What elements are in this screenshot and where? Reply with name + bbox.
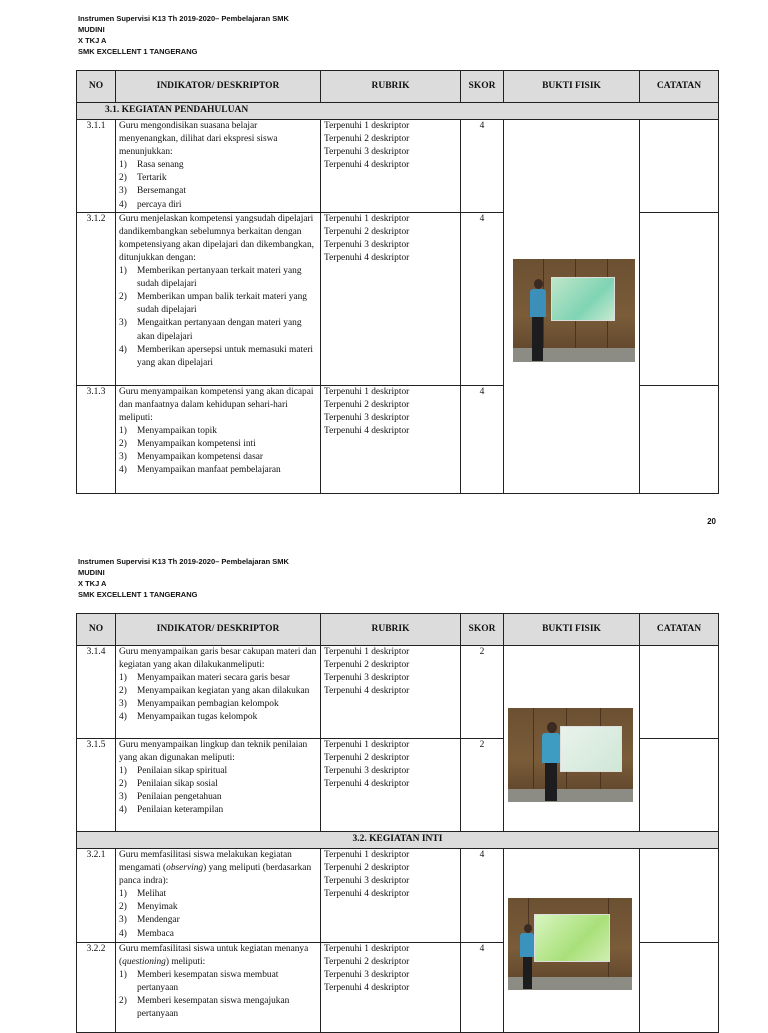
score-cell: 2: [461, 646, 504, 739]
notes-cell: [640, 646, 719, 739]
col-rubrik: RUBRIK: [321, 71, 461, 103]
table-header-row: [77, 71, 719, 103]
row-number: 3.1.5: [77, 739, 116, 832]
rubrik-item: Terpenuhi 3 deskriptor: [324, 970, 410, 981]
classroom-photo: [513, 259, 635, 362]
indikator-cell: [116, 646, 321, 739]
indikator-text: [119, 943, 317, 969]
descriptor-item: Memberikan umpan balik terkait materi yang sudah dipelajari: [137, 292, 307, 316]
rubrik-cell: [321, 212, 461, 385]
rubrik-item: Terpenuhi 1 deskriptor: [324, 740, 410, 750]
rubrik-item: Terpenuhi 4 deskriptor: [324, 779, 410, 790]
rubrik-item: Terpenuhi 4 deskriptor: [324, 160, 410, 171]
row-number: 3.1.3: [77, 385, 116, 493]
indikator-cell: [116, 943, 321, 1033]
descriptor-item: Tertarik: [137, 173, 167, 184]
page-number: 20: [707, 517, 716, 526]
descriptor-item: Penilaian pengetahuan: [137, 792, 222, 803]
descriptor-item: Menyimak: [137, 902, 178, 913]
col-indikator: INDIKATOR/ DESKRIPTOR: [116, 614, 321, 646]
descriptor-item: Menyampaikan topik: [137, 425, 217, 436]
rubrik-cell: [321, 385, 461, 493]
rubrik-item: Terpenuhi 2 deskriptor: [324, 660, 410, 671]
rubrik-item: Terpenuhi 3 deskriptor: [324, 239, 410, 250]
descriptor-item: Bersemangat: [137, 186, 186, 197]
col-no: NO: [77, 614, 116, 646]
rubrik-item: Terpenuhi 4 deskriptor: [324, 889, 410, 900]
header-school: SMK EXCELLENT 1 TANGERANG: [78, 590, 198, 599]
classroom-photo: [508, 898, 632, 990]
col-catatan: CATATAN: [640, 71, 719, 103]
rubrik-item: Terpenuhi 2 deskriptor: [324, 957, 410, 968]
col-no: NO: [77, 71, 116, 103]
row-number: 3.1.4: [77, 646, 116, 739]
col-indikator: INDIKATOR/ DESKRIPTOR: [116, 71, 321, 103]
rubrik-item: Terpenuhi 3 deskriptor: [324, 766, 410, 777]
score-cell: 4: [461, 849, 504, 943]
header-teacher: MUDINI: [78, 25, 105, 34]
rubrik-item: Terpenuhi 1 deskriptor: [324, 213, 410, 224]
row-number: 3.2.1: [77, 849, 116, 943]
rubrik-item: Terpenuhi 4 deskriptor: [324, 686, 410, 697]
descriptor-item: Mendengar: [137, 915, 180, 926]
rubrik-item: Terpenuhi 3 deskriptor: [324, 673, 410, 684]
descriptor-item: Penilaian sikap spiritual: [137, 766, 228, 777]
col-rubrik: RUBRIK: [321, 614, 461, 646]
indikator-text-part: ) meliputi:: [165, 957, 206, 968]
notes-cell: [640, 385, 719, 493]
indikator-text: Guru menyampaikan kompetensi yang akan dicapai dan manfaatnya dalam kehidupan sehari-hari meliputi:: [119, 386, 314, 423]
indikator-cell: [116, 739, 321, 832]
header-teacher: MUDINI: [78, 568, 105, 577]
indikator-term: questioning: [122, 957, 166, 968]
descriptor-item: Menyampaikan pembagian kelompok: [137, 699, 279, 710]
descriptor-item: Menyampaikan kompetensi dasar: [137, 452, 264, 463]
table-row: [77, 120, 719, 213]
header-title: Instrumen Supervisi K13 Th 2019-2020– Pembelajaran SMK: [78, 557, 289, 566]
descriptor-item: percaya diri: [137, 199, 182, 210]
table-header-row: [77, 614, 719, 646]
section-title: 3.1. KEGIATAN PENDAHULUAN: [77, 103, 719, 120]
rubrik-item: Terpenuhi 1 deskriptor: [324, 944, 410, 954]
rubrik-item: Terpenuhi 2 deskriptor: [324, 134, 410, 145]
rubrik-cell: [321, 943, 461, 1033]
descriptor-item: Memberi kesempatan siswa mengajukan pertanyaan: [137, 996, 290, 1020]
notes-cell: [640, 212, 719, 385]
rubrik-item: Terpenuhi 1 deskriptor: [324, 647, 410, 657]
indikator-cell: [116, 849, 321, 943]
score-cell: 2: [461, 739, 504, 832]
rubrik-item: Terpenuhi 4 deskriptor: [324, 425, 410, 436]
indikator-text-part: Guru memfasilitasi siswa untuk kegiatan menanya (: [119, 944, 309, 968]
score-cell: 4: [461, 212, 504, 385]
rubrik-item: Terpenuhi 1 deskriptor: [324, 121, 410, 131]
header-title: Instrumen Supervisi K13 Th 2019-2020– Pembelajaran SMK: [78, 14, 289, 23]
score-cell: 4: [461, 943, 504, 1033]
indikator-cell: [116, 120, 321, 213]
rubrik-item: Terpenuhi 2 deskriptor: [324, 863, 410, 874]
col-bukti-fisik: BUKTI FISIK: [504, 614, 640, 646]
row-number: 3.1.2: [77, 212, 116, 385]
row-number: 3.1.1: [77, 120, 116, 213]
descriptor-item: Melihat: [137, 889, 167, 900]
rubrik-item: Terpenuhi 3 deskriptor: [324, 412, 410, 423]
descriptor-item: Mengaitkan pertanyaan dengan materi yang akan dipelajari: [137, 318, 302, 342]
descriptor-item: Penilaian sikap sosial: [137, 779, 218, 790]
indikator-text: Guru menjelaskan kompetensi yangsudah dipelajari dandikembangkan sebelumnya berkaitan dengan kompetensiyang akan dipelajari dan dikembangkan, ditunjukkan dengan:: [119, 213, 314, 263]
rubrik-cell: [321, 646, 461, 739]
row-number: 3.2.2: [77, 943, 116, 1033]
descriptor-item: Memberikan pertanyaan terkait materi yang sudah dipelajari: [137, 266, 302, 290]
descriptor-item: Menyampaikan materi secara garis besar: [137, 673, 291, 684]
rubrik-item: Terpenuhi 4 deskriptor: [324, 983, 410, 994]
indikator-cell: [116, 385, 321, 493]
col-skor: SKOR: [461, 71, 504, 103]
col-skor: SKOR: [461, 614, 504, 646]
rubrik-item: Terpenuhi 2 deskriptor: [324, 399, 410, 410]
rubrik-item: Terpenuhi 3 deskriptor: [324, 876, 410, 887]
indikator-text: Guru menyampaikan lingkup dan teknik penilaian yang akan digunakan meliputi:: [119, 740, 308, 764]
rubrik-item: Terpenuhi 1 deskriptor: [324, 850, 410, 860]
descriptor-item: Membaca: [137, 928, 174, 939]
rubrik-item: Terpenuhi 4 deskriptor: [324, 252, 410, 263]
notes-cell: [640, 739, 719, 832]
rubrik-item: Terpenuhi 3 deskriptor: [324, 147, 410, 158]
indikator-text-part: ) yang meliputi (berdasarkan panca indra):: [119, 863, 312, 887]
descriptor-item: Penilaian keterampilan: [137, 805, 224, 816]
indikator-cell: [116, 212, 321, 385]
section-title: 3.2. KEGIATAN INTI: [77, 832, 719, 849]
rubrik-item: Terpenuhi 2 deskriptor: [324, 753, 410, 764]
descriptor-item: Menyampaikan manfaat pembelajaran: [137, 465, 281, 476]
descriptor-item: Menyampaikan tugas kelompok: [137, 712, 258, 723]
indikator-text: Guru menyampaikan garis besar cakupan materi dan kegiatan yang akan dilakukanmeliputi:: [119, 647, 317, 671]
notes-cell: [640, 120, 719, 213]
document-header: [78, 13, 289, 57]
rubrik-cell: [321, 849, 461, 943]
score-cell: 4: [461, 385, 504, 493]
descriptor-item: Rasa senang: [137, 160, 184, 171]
score-cell: 4: [461, 120, 504, 213]
indikator-text: [119, 849, 317, 888]
header-school: SMK EXCELLENT 1 TANGERANG: [78, 47, 198, 56]
col-bukti-fisik: BUKTI FISIK: [504, 71, 640, 103]
indikator-text-part: Guru memfasilitasi siswa melakukan kegiatan mengamati (: [119, 850, 292, 874]
descriptor-item: Memberi kesempatan siswa membuat pertanyaan: [137, 970, 279, 994]
rubrik-cell: [321, 739, 461, 832]
notes-cell: [640, 849, 719, 943]
descriptor-item: Menyampaikan kegiatan yang akan dilakukan: [137, 686, 310, 697]
rubrik-cell: [321, 120, 461, 213]
rubrik-item: Terpenuhi 1 deskriptor: [324, 386, 410, 397]
indikator-text: Guru mengondisikan suasana belajar menyenangkan, dilihat dari ekspresi siswa menunjukkan:: [119, 121, 278, 158]
notes-cell: [640, 943, 719, 1033]
descriptor-item: Memberikan apersepsi untuk memasuki materi yang akan dipelajari: [137, 344, 313, 368]
classroom-photo: [508, 708, 633, 802]
rubrik-item: Terpenuhi 2 deskriptor: [324, 226, 410, 237]
col-catatan: CATATAN: [640, 614, 719, 646]
header-class: X TKJ A: [78, 36, 107, 45]
header-class: X TKJ A: [78, 579, 107, 588]
descriptor-item: Menyampaikan kompetensi inti: [137, 439, 256, 450]
document-header: [78, 556, 289, 600]
indikator-term: observing: [166, 863, 204, 874]
